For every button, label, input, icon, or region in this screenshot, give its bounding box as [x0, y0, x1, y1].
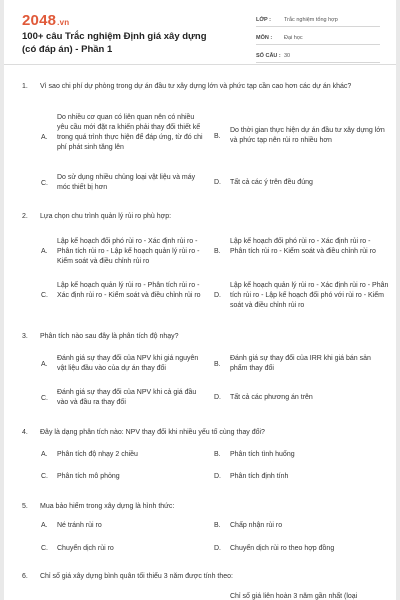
- question-number: 2.: [22, 213, 28, 220]
- meta-row-class: [256, 10, 380, 27]
- option-letter: D.: [214, 292, 221, 299]
- option-text: Đánh giá sự thay đổi của NPV khi giá nguyên vật liệu đầu vào của dự án thay đổi: [57, 355, 199, 372]
- question-text: Phân tích nào sau đây là phân tích độ nhạy?: [40, 333, 179, 340]
- question-text: Mua bảo hiểm trong xây dựng là hình thức:: [40, 503, 175, 510]
- option-letter: A.: [41, 361, 48, 368]
- option-letter: C.: [41, 292, 48, 299]
- option-letter: D.: [214, 394, 221, 401]
- document-meta: [256, 10, 380, 64]
- option-text: Phân tích tình huống: [230, 451, 295, 458]
- document-page: [4, 0, 396, 600]
- option-text: Lập kế hoạch đối phó rủi ro - Xác định rủi ro - Phân tích rủi ro - Kiểm soát và điều chỉnh rủi ro: [230, 238, 376, 255]
- option-letter: D.: [214, 473, 221, 480]
- option-text: Chuyển dịch rủi ro: [57, 545, 114, 552]
- option-text: Phân tích định tính: [230, 473, 289, 480]
- question-text: Đây là dạng phân tích nào: NPV thay đổi khi nhiều yếu tố cùng thay đổi?: [40, 429, 265, 436]
- option-text: Lập kế hoạch đối phó rủi ro - Xác định rủi ro - Phân tích rủi ro - Lập kế hoạch quản lý rủi ro - Kiểm soát và điều chỉnh rủi ro: [57, 238, 200, 265]
- option-text: Chấp nhận rủi ro: [230, 522, 283, 529]
- question-number: 5.: [22, 503, 28, 510]
- document-title: 100+ câu Trắc nghiệm Định giá xây dựng (có đáp án) - Phần 1: [22, 31, 207, 55]
- option-text: Tất cả các ý trên đều đúng: [230, 179, 313, 186]
- option-text: Đánh giá sự thay đổi của NPV khi cả giá đầu vào và đầu ra thay đổi: [57, 389, 197, 406]
- option-letter: C.: [41, 180, 48, 187]
- question-number: 6.: [22, 573, 28, 580]
- option-text: Do nhiều cơ quan có liên quan nên có nhiều yêu cầu mới đặt ra khiến phải thay đổi thiết kế trong quá trình thực hiện để đáp ứng, từ đó chi phí phát sinh tăng lên: [57, 114, 203, 151]
- question-2: [22, 212, 382, 222]
- option-letter: A.: [41, 522, 48, 529]
- logo-text: 2048: [22, 12, 57, 29]
- option-letter: D.: [214, 545, 221, 552]
- option-text: Tất cả các phương án trên: [230, 394, 313, 401]
- option-letter: C.: [41, 545, 48, 552]
- question-text: Vì sao chi phí dự phòng trong dự án đầu tư xây dựng lớn và phức tạp cần cao hơn các dự án khác?: [40, 83, 352, 90]
- option-letter: B.: [214, 451, 221, 458]
- meta-value: Đại học: [284, 35, 303, 41]
- question-number: 1.: [22, 83, 28, 90]
- option-text: Đánh giá sự thay đổi của IRR khi giá bán sản phẩm thay đổi: [230, 355, 371, 372]
- question-6: [22, 572, 382, 582]
- option-text: Phân tích độ nhạy 2 chiều: [57, 451, 138, 458]
- meta-key: LỚP :: [256, 17, 271, 23]
- meta-value: Trắc nghiệm tổng hợp: [284, 17, 338, 23]
- option-letter: B.: [214, 522, 221, 529]
- question-1: [22, 82, 382, 102]
- option-text: Chuyển dịch rủi ro theo hợp đồng: [230, 545, 335, 552]
- question-3: [22, 332, 382, 342]
- option-letter: C.: [41, 395, 48, 402]
- option-letter: C.: [41, 473, 48, 480]
- meta-key: MÔN :: [256, 35, 273, 41]
- meta-row-count: [256, 46, 380, 63]
- option-text: Phân tích mô phỏng: [57, 473, 120, 480]
- option-letter: A.: [41, 248, 48, 255]
- site-logo[interactable]: [22, 12, 69, 29]
- question-number: 3.: [22, 333, 28, 340]
- option-letter: A.: [41, 451, 48, 458]
- option-letter: B.: [214, 133, 221, 140]
- document-header: [4, 0, 396, 65]
- meta-row-subject: [256, 28, 380, 45]
- option-text: Do sử dụng nhiều chủng loại vật liệu và máy móc thiết bị hơn: [57, 174, 196, 191]
- option-letter: B.: [214, 361, 221, 368]
- question-5: [22, 502, 382, 512]
- meta-value: 30: [284, 53, 291, 59]
- option-text: Lập kế hoạch quản lý rủi ro - Xác định rủi ro - Phân tích rủi ro - Lập kế hoạch đối phó với rủi ro - Kiểm soát và điều chỉnh rủi ro: [230, 282, 389, 309]
- question-number: 4.: [22, 429, 28, 436]
- option-letter: D.: [214, 179, 221, 186]
- option-letter: A.: [41, 134, 48, 141]
- option-text: Chỉ số giá liên hoàn 3 năm gần nhất (loại: [230, 593, 358, 600]
- question-text: Lựa chọn chu trình quản lý rủi ro phù hợp:: [40, 213, 172, 220]
- option-text: Do thời gian thực hiện dự án đầu tư xây dựng lớn và phức tạp nên rủi ro nhiều hơn: [230, 127, 385, 144]
- option-text: Né tránh rủi ro: [57, 522, 102, 529]
- question-text: Chỉ số giá xây dựng bình quân tối thiểu 3 năm được tính theo:: [40, 573, 233, 580]
- meta-key: SỐ CÂU :: [256, 53, 281, 59]
- logo-suffix: .vn: [57, 18, 70, 27]
- option-letter: B.: [214, 248, 221, 255]
- question-4: [22, 428, 382, 438]
- option-text: Lập kế hoạch quản lý rủi ro - Phân tích rủi ro - Xác định rủi ro - Kiểm soát và điều chỉnh rủi ro: [57, 282, 201, 299]
